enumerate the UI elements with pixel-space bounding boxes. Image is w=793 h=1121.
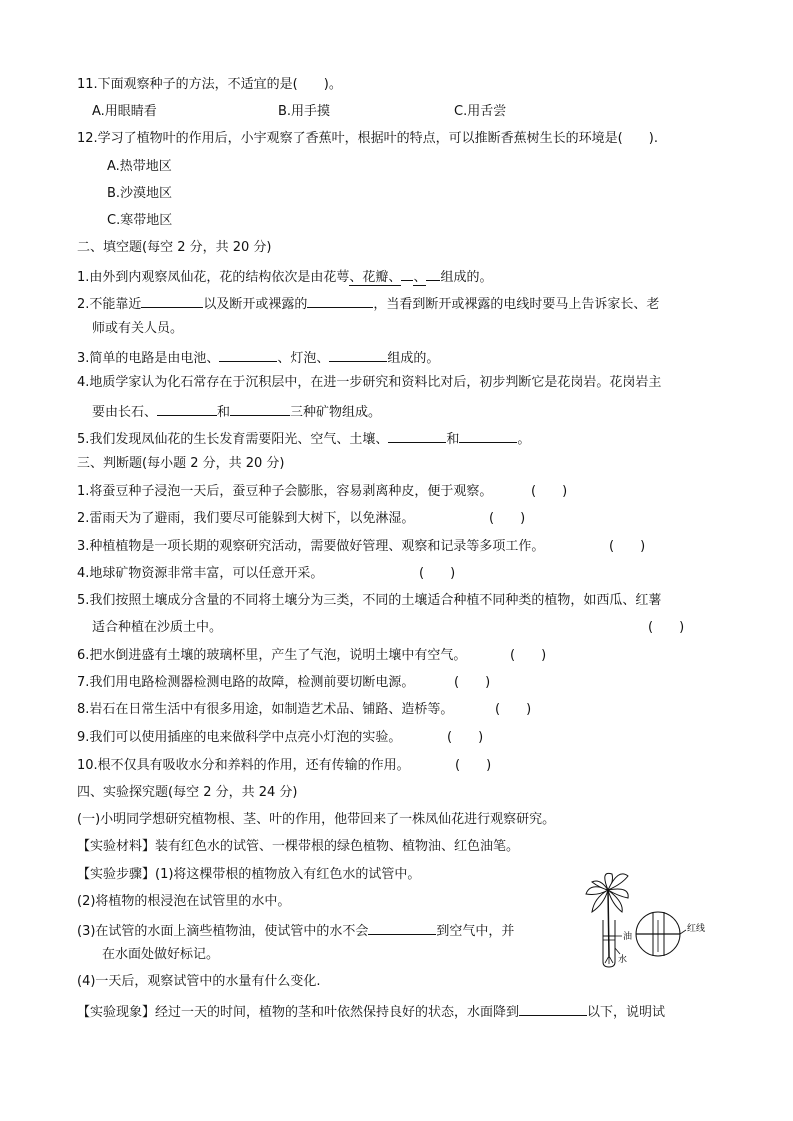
judge-item-5-cont: 适合种植在沙质土中。 [92,620,223,635]
q11-option-a: A.用眼睛看 [92,104,157,119]
water-leader-line [615,948,620,954]
q12-option-b: B.沙漠地区 [107,186,173,201]
judge-item-8: 8.岩石在日常生活中有很多用途，如制造艺术品、铺路、造桥等。 [77,702,454,717]
judge-item-2: 2.雷雨天为了避雨，我们要尽可能躲到大树下，以免淋湿。 [77,511,415,526]
experiment-materials: 【实验材料】装有红色水的试管、一棵带根的绿色植物、植物油、红色油笔。 [77,839,520,854]
fill-q1-end: 组成的。 [440,270,493,285]
q12-option-a: A.热带地区 [107,159,172,174]
judge-item-1: 1.将蚕豆种子浸泡一天后，蚕豆种子会膨胀，容易剥离种皮，便于观察。 [77,484,493,499]
fill-q3-blank-2[interactable] [329,347,387,362]
fill-q5-text-a: 5.我们发现凤仙花的生长发育需要阳光、空气、土壤、 [77,432,389,447]
judge-answer-1[interactable]: ( ) [531,484,568,499]
fill-q4-blank-2[interactable] [230,401,290,416]
section2-title: 二、填空题(每空 2 分，共 20 分) [77,240,272,255]
experiment-phenomenon [77,1001,665,1022]
fill-q2 [77,293,659,314]
judge-answer-4[interactable]: ( ) [419,566,456,581]
fill-q1-petal: 、花瓣 [349,270,389,285]
experiment-step-3-cont: 在水面处做好标记。 [102,947,220,962]
judge-answer-3[interactable]: ( ) [609,539,646,554]
judge-answer-10[interactable]: ( ) [455,758,492,773]
fill-q1-sep1: 、 [388,270,402,285]
fill-q2-cont: 师或有关人员。 [92,321,184,336]
fill-q4-blank-1[interactable] [157,401,217,416]
fill-q4: 4.地质学家认为化石常存在于沉积层中，在进一步研究和资料比对后，初步判断它是花岗岩。花岗岩主 [77,375,662,390]
fill-q2-text-b: 以及断开或裸露的 [203,297,308,312]
experiment-phenomenon-text-b: 以下，说明试 [587,1005,666,1020]
experiment-intro: (一)小明同学想研究植物根、茎、叶的作用，他带回来了一株凤仙花进行观察研究。 [77,812,556,827]
judge-answer-8[interactable]: ( ) [495,702,532,717]
judge-item-7: 7.我们用电路检测器检测电路的故障，检测前要切断电源。 [77,675,415,690]
fill-q5-blank-1[interactable] [388,428,446,443]
water-label: 水 [618,955,628,965]
judge-item-10: 10.根不仅具有吸收水分和养料的作用，还有传输的作用。 [77,758,410,773]
q12-option-c: C.寒带地区 [107,213,173,228]
fill-q1-blank-2[interactable] [426,266,440,281]
fill-q3-text-c: 组成的。 [387,351,440,366]
fill-q5-blank-2[interactable] [459,428,517,443]
q11-option-b: B.用手摸 [278,104,331,119]
fill-q2-text-c: ，当看到断开或裸露的电线时要马上告诉家长、老 [373,297,660,312]
experiment-step-2: (2)将植物的根浸泡在试管里的水中。 [77,894,291,909]
red-line-leader [680,930,686,934]
fill-q4-cont [92,401,381,422]
q11-stem: 11.下面观察种子的方法，不适宜的是( )。 [77,77,342,92]
fill-q3-text-b: 、灯泡、 [277,351,330,366]
q12-stem: 12.学习了植物叶的作用后，小宇观察了香蕉叶，根据叶的特点，可以推断香蕉树生长的环境是( ). [77,131,658,146]
judge-item-3: 3.种植植物是一项长期的观察研究活动，需要做好管理、观察和记录等多项工作。 [77,539,545,554]
fill-q4-text-d: 三种矿物组成。 [290,405,382,420]
fill-q2-blank-2[interactable] [307,293,373,308]
experiment-step-3-blank[interactable] [368,920,436,935]
fill-q2-text-a: 2.不能靠近 [77,297,142,312]
section3-title: 三、判断题(每小题 2 分，共 20 分) [77,456,285,471]
judge-item-6: 6.把水倒进盛有土壤的玻璃杯里，产生了气泡，说明土壤中有空气。 [77,648,467,663]
q11-option-c: C.用舌尝 [454,104,507,119]
fill-q2-blank-1[interactable] [141,293,203,308]
judge-answer-6[interactable]: ( ) [510,648,547,663]
judge-item-5: 5.我们按照土壤成分含量的不同将土壤分为三类，不同的土壤适合种植不同种类的植物，如西瓜、红薯 [77,593,662,608]
fill-q3-text-a: 3.简单的电路是由电池、 [77,351,220,366]
plant-test-tube-figure [578,868,718,973]
fill-q1-blank-1[interactable] [401,266,413,281]
fill-q5 [77,428,530,449]
fill-q1-sep2: 、 [413,270,427,285]
judge-answer-5[interactable]: ( ) [648,620,685,635]
fill-q5-text-b: 和 [446,432,460,447]
judge-item-4: 4.地球矿物资源非常丰富，可以任意开采。 [77,566,324,581]
experiment-step-3 [77,920,514,941]
fill-q1-text: 1.由外到内观察凤仙花，花的结构依次是由花萼 [77,270,350,285]
experiment-step-4: (4)一天后，观察试管中的水量有什么变化. [77,974,321,989]
plant-leaves [586,873,628,912]
fill-q4-text-b: 要由长石、 [92,405,158,420]
fill-q3 [77,347,439,368]
red-line-label: 红线 [687,924,706,934]
experiment-phenomenon-blank[interactable] [519,1001,587,1016]
experiment-phenomenon-text-a: 【实验现象】经过一天的时间，植物的茎和叶依然保持良好的状态，水面降到 [77,1005,520,1020]
plant-diagram-svg [578,868,718,973]
fill-q1 [77,266,492,287]
fill-q3-blank-1[interactable] [219,347,277,362]
oil-label: 油 [623,932,633,942]
judge-answer-7[interactable]: ( ) [454,675,491,690]
section4-title: 四、实验探究题(每空 2 分，共 24 分) [77,785,298,800]
experiment-step-1: 【实验步骤】(1)将这棵带根的植物放入有红色水的试管中。 [77,867,421,882]
plant-stem [608,890,609,956]
fill-q5-text-c: 。 [517,432,531,447]
judge-item-9: 9.我们可以使用插座的电来做科学中点亮小灯泡的实验。 [77,730,402,745]
judge-answer-2[interactable]: ( ) [489,511,526,526]
judge-answer-9[interactable]: ( ) [447,730,484,745]
plant-roots [605,956,613,964]
experiment-step-3-text-a: (3)在试管的水面上滴些植物油，使试管中的水不会 [77,924,369,939]
experiment-step-3-text-b: 到空气中，并 [436,924,515,939]
fill-q4-text-c: 和 [217,405,231,420]
